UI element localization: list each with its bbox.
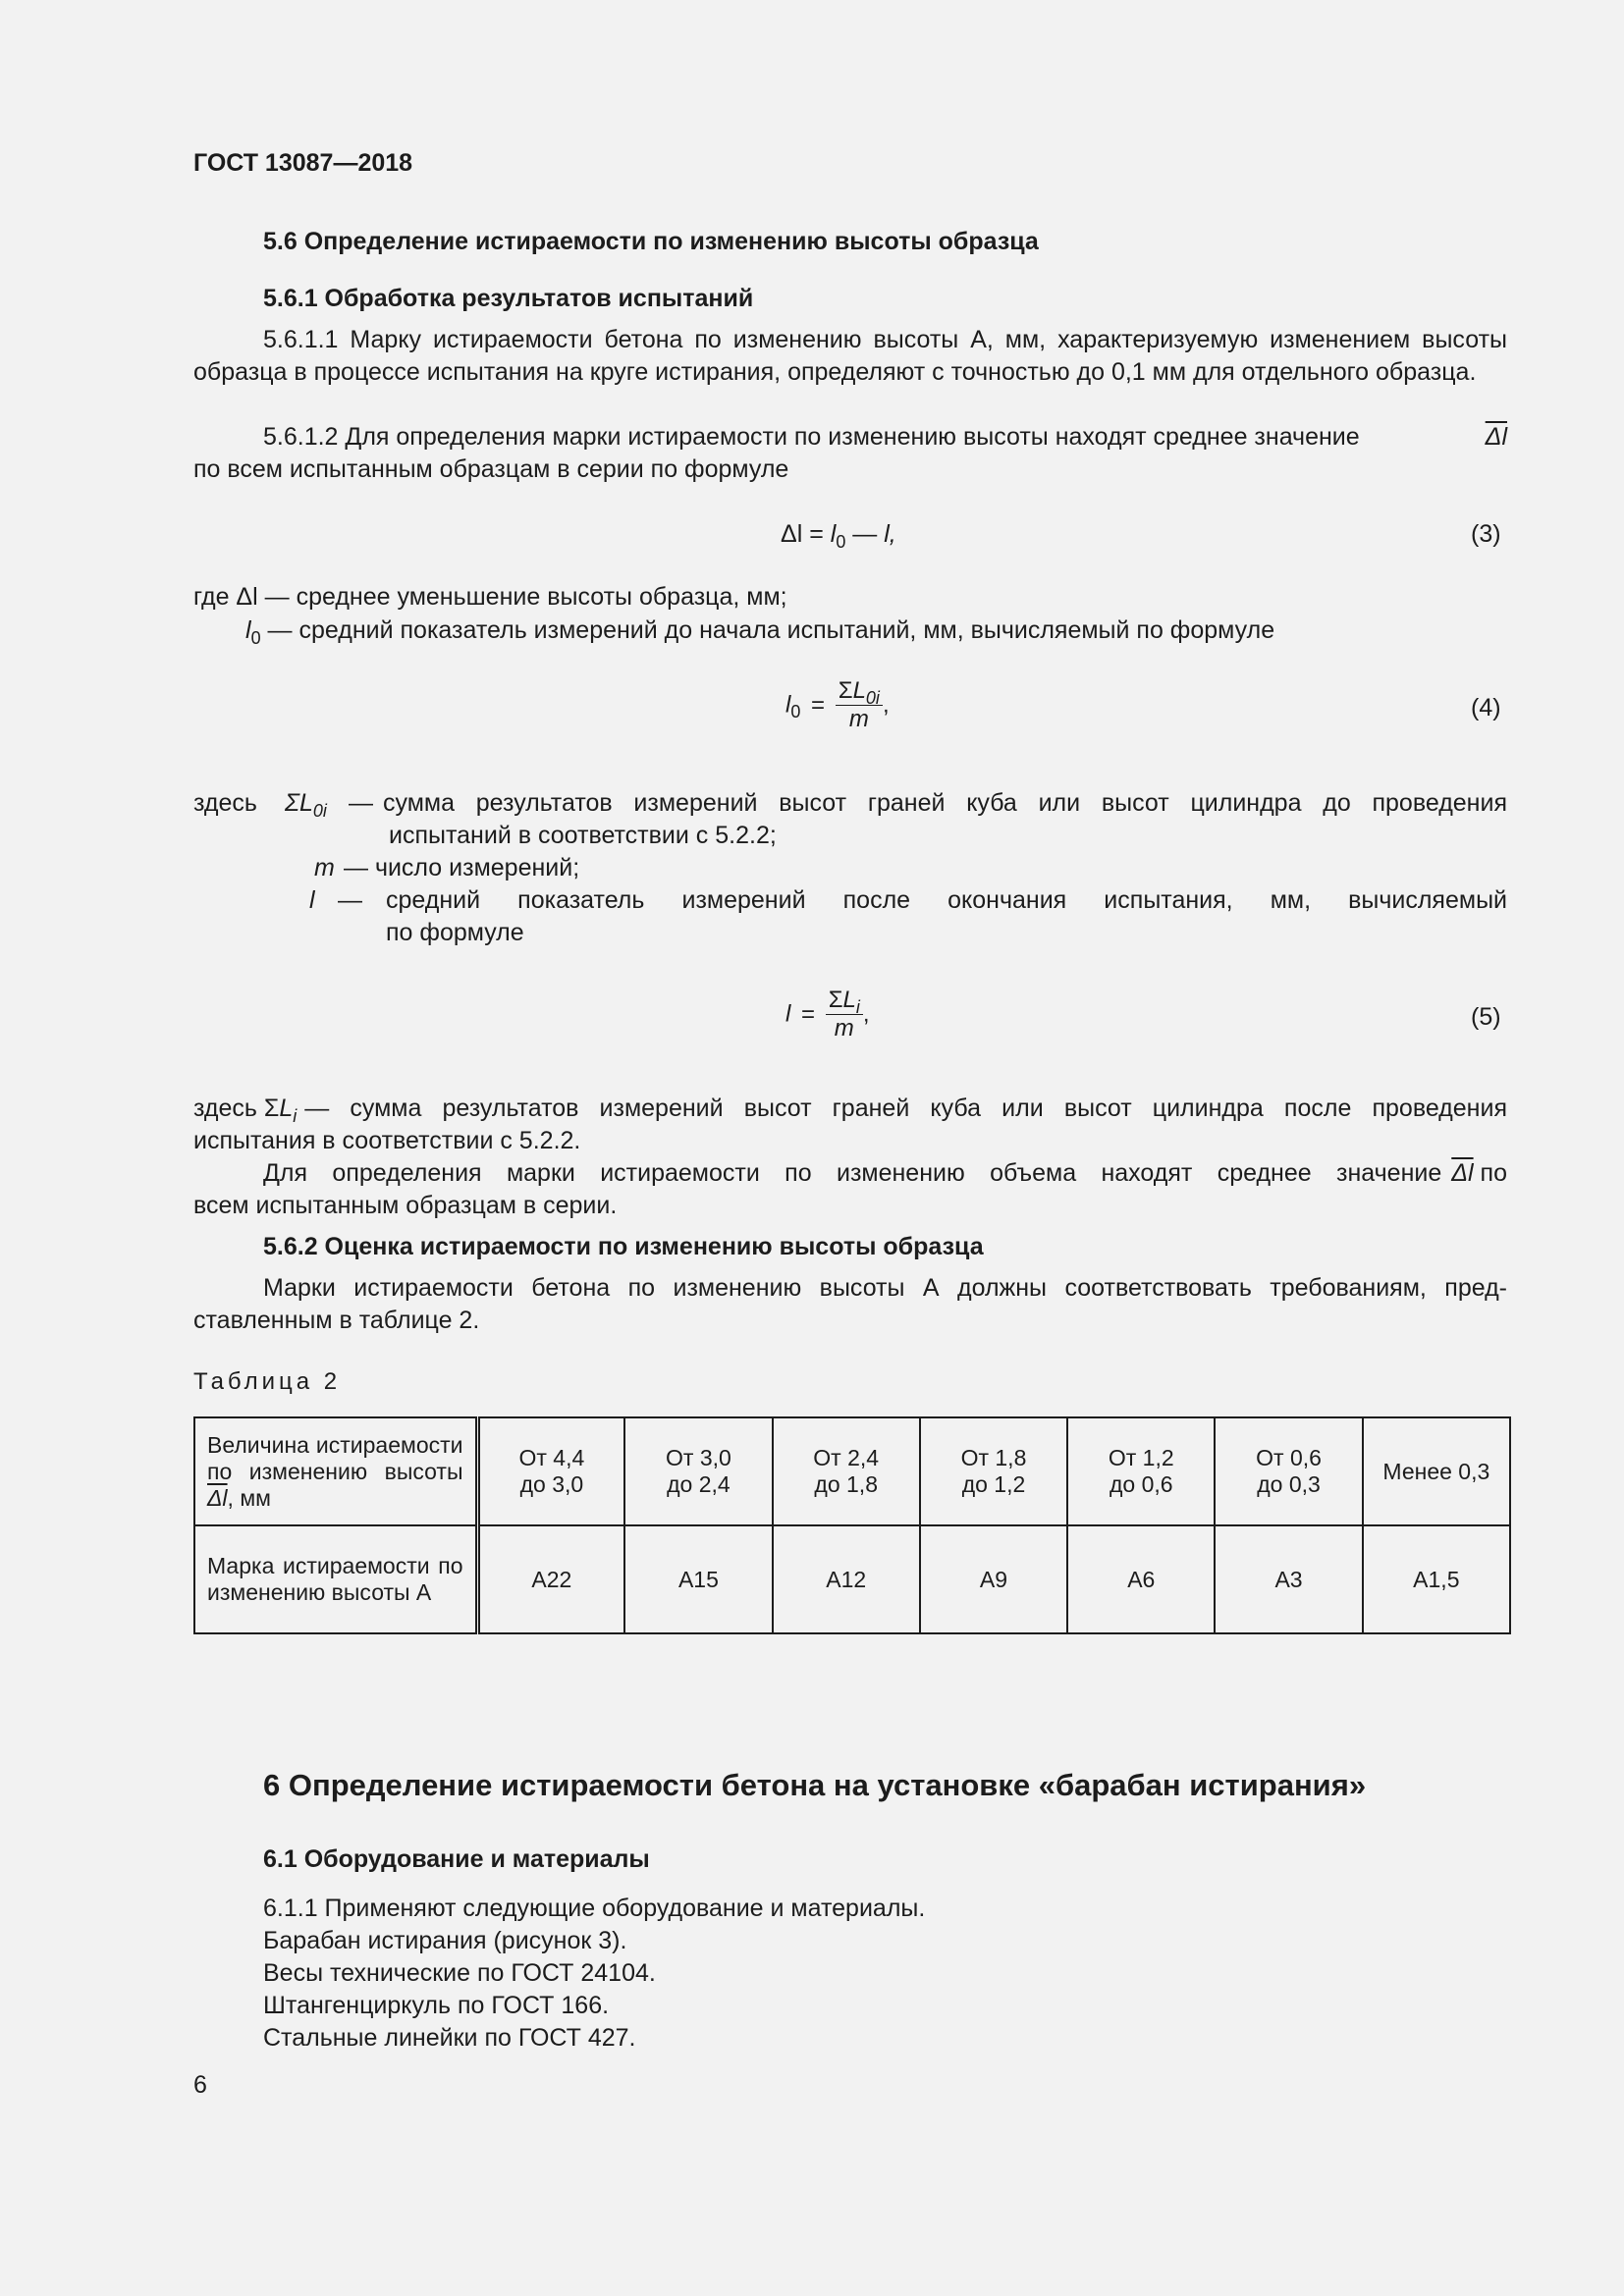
table-cell: Менее 0,3 <box>1363 1417 1510 1525</box>
section-5-6-2-title: 5.6.2 Оценка истираемости по изменению высоты образца <box>263 1233 984 1260</box>
table-row-header: Марка истираемости по изменению высоты А <box>194 1525 477 1633</box>
volume-paragraph-line1 <box>263 1157 1507 1190</box>
formula-4-lhs-sub: 0 <box>790 701 801 721</box>
formula-5 <box>785 987 870 1042</box>
volume-paragraph-tail <box>1441 1157 1507 1190</box>
document-header: ГОСТ 13087—2018 <box>193 149 413 177</box>
sigma-description-line2: испытаний в соответствии с 5.2.2; <box>389 822 777 849</box>
table-cell: От 1,2 до 0,6 <box>1067 1417 1215 1525</box>
volume-paragraph-text: Для определения марки истираемости по изменению объема находят среднее значение <box>263 1159 1442 1187</box>
formula-5-fraction <box>826 987 863 1042</box>
l0-symbol: l <box>245 616 251 644</box>
volume-mean-delta-l-symbol: $\overline{\Delta l}$ <box>1451 1159 1474 1187</box>
table-cell: А12 <box>773 1525 920 1633</box>
formula-4-lhs: l <box>785 691 791 719</box>
where-5-description-line1: — сумма результатов измерений высот граней куба или высот цилиндра после проведения <box>304 1095 1507 1122</box>
where-4-l-description-line2: по формуле <box>386 919 524 946</box>
paragraph-5-6-1-1: 5.6.1.1 Марку истираемости бетона по изменению высоты А, мм, характеризуемую изменением высоты образца в процессе испытания на круге истирания, определяют с точностью до 0,1 мм для отдельного образца. <box>193 326 1507 386</box>
sigma-symbol: Σ <box>828 987 843 1013</box>
table-row-grade <box>194 1525 1510 1633</box>
formula-5-L-sub: i <box>855 997 860 1017</box>
table-row-abrasion-value <box>194 1417 1510 1525</box>
formula-3-l: l <box>830 520 837 548</box>
formula-5-number: (5) <box>1471 1003 1501 1031</box>
list-item: Штангенциркуль по ГОСТ 166. <box>263 1992 610 2019</box>
formula-5-denominator: m <box>834 1015 854 1041</box>
where-5-lead <box>193 1093 297 1125</box>
formula-4-comma: , <box>882 691 890 719</box>
table-cell: От 2,4 до 1,8 <box>773 1417 920 1525</box>
table-cell: А3 <box>1215 1525 1362 1633</box>
formula-4-eq: = <box>811 691 826 719</box>
section-5-6-1-title: 5.6.1 Обработка результатов испытаний <box>263 285 754 312</box>
formula-3-eq: = <box>802 520 831 548</box>
where-4-l-description-line1: средний показатель измерений после окончания испытания, мм, вычисляемый <box>386 886 1507 914</box>
section-5-6-2-paragraph: Марки истираемости бетона по изменению высоты А должны соответствовать требованиям, представленным в таблице 2. <box>193 1274 1507 1334</box>
section-6-1-list <box>263 1893 925 2055</box>
table-row-header <box>194 1417 477 1525</box>
formula-4-denominator: m <box>848 706 869 732</box>
table-cell: От 4,4 до 3,0 <box>477 1417 624 1525</box>
table-cell: А6 <box>1067 1525 1215 1633</box>
sigma-dash: — <box>349 789 373 817</box>
sigma-description-line1: сумма результатов измерений высот граней куба или высот цилиндра до проведения <box>383 789 1507 817</box>
where-4-here: здесь <box>193 789 257 817</box>
formula-3-end: l, <box>884 520 896 548</box>
list-item: Весы технические по ГОСТ 24104. <box>263 1959 656 1987</box>
section-6-title: 6 Определение истираемости бетона на установке «барабан истирания» <box>263 1768 1367 1802</box>
table-cell: А9 <box>920 1525 1067 1633</box>
sigma-L-symbol: ΣL <box>285 789 313 817</box>
list-item: 6.1.1 Применяют следующие оборудование и материалы. <box>263 1895 926 1922</box>
sigma-L-sub: 0i <box>312 801 327 821</box>
formula-3-number: (3) <box>1471 520 1501 548</box>
section-5-6-title: 5.6 Определение истираемости по изменению высоты образца <box>263 228 1039 255</box>
formula-4 <box>785 677 890 733</box>
formula-5-comma: , <box>862 1000 870 1028</box>
formula-5-eq: = <box>801 1000 816 1028</box>
where-4-l-dash: — <box>338 886 362 914</box>
table-cell: А22 <box>477 1525 624 1633</box>
volume-paragraph-line2: всем испытанным образцам в серии. <box>193 1192 618 1219</box>
table-cell: А1,5 <box>1363 1525 1510 1633</box>
where-5-description-line2: испытания в соответствии с 5.2.2. <box>193 1127 581 1154</box>
formula-3-lhs: Δl <box>781 520 803 548</box>
formula-4-fraction <box>836 677 883 733</box>
where-4-m-symbol: m <box>314 854 335 881</box>
where-4-sigma-line1 <box>349 787 1507 820</box>
paragraph-5-6-1-2-text: 5.6.1.2 Для определения марки истираемости по изменению высоты находят среднее значение <box>263 423 1360 451</box>
formula-5-numerator <box>826 987 863 1015</box>
l0-description: — средний показатель измерений до начала испытаний, мм, вычисляемый по формуле <box>267 616 1275 644</box>
paragraph-5-6-1-2-line1 <box>263 421 1507 454</box>
formula-4-number: (4) <box>1471 694 1501 721</box>
formula-5-L: L <box>842 987 856 1013</box>
formula-3-sub: 0 <box>836 532 846 552</box>
where-5-here: здесь Σ <box>193 1095 280 1122</box>
table-2 <box>193 1416 1511 1634</box>
where-4-sigma-symbol <box>285 787 327 820</box>
paragraph-5-6-1-2-line2: по всем испытанным образцам в серии по формуле <box>193 455 789 483</box>
table-cell: От 3,0 до 2,4 <box>624 1417 772 1525</box>
table-2-caption: Таблица 2 <box>193 1368 342 1395</box>
row-header-unit: , мм <box>227 1484 271 1511</box>
where-5-L-symbol: L <box>279 1095 294 1122</box>
formula-4-numerator <box>836 677 883 706</box>
list-item: Стальные линейки по ГОСТ 427. <box>263 2024 636 2052</box>
where-5-line1 <box>193 1093 1507 1125</box>
formula-4-L-sub: 0i <box>865 688 880 708</box>
formula-5-lhs: l <box>785 1000 791 1028</box>
where-4-m-description: — число измерений; <box>344 854 580 881</box>
l0-sub: 0 <box>250 628 261 648</box>
formula-3-dash: — <box>845 520 885 548</box>
table-cell: От 0,6 до 0,3 <box>1215 1417 1362 1525</box>
section-6-1-title: 6.1 Оборудование и материалы <box>263 1845 650 1873</box>
row-header-text: Величина истираемости по изменению высоты <box>207 1431 463 1484</box>
table-cell: От 1,8 до 1,2 <box>920 1417 1067 1525</box>
formula-4-L: L <box>852 677 866 704</box>
mean-delta-l-symbol: $\overline{\Delta l}$ <box>1485 423 1507 451</box>
where-3-l0 <box>245 614 1274 647</box>
where-3-delta-l: где Δl — среднее уменьшение высоты образца, мм; <box>193 583 787 611</box>
volume-paragraph-po: по <box>1480 1159 1507 1187</box>
row-header-symbol: $\overline{\Delta l}$ <box>207 1484 228 1511</box>
table-cell: А15 <box>624 1525 772 1633</box>
page-number: 6 <box>193 2071 207 2099</box>
where-5-L-sub: i <box>293 1106 298 1126</box>
sigma-symbol: Σ <box>838 677 853 704</box>
where-4-l-symbol: l <box>309 886 315 914</box>
formula-3 <box>781 518 896 551</box>
list-item: Барабан истирания (рисунок 3). <box>263 1927 627 1954</box>
